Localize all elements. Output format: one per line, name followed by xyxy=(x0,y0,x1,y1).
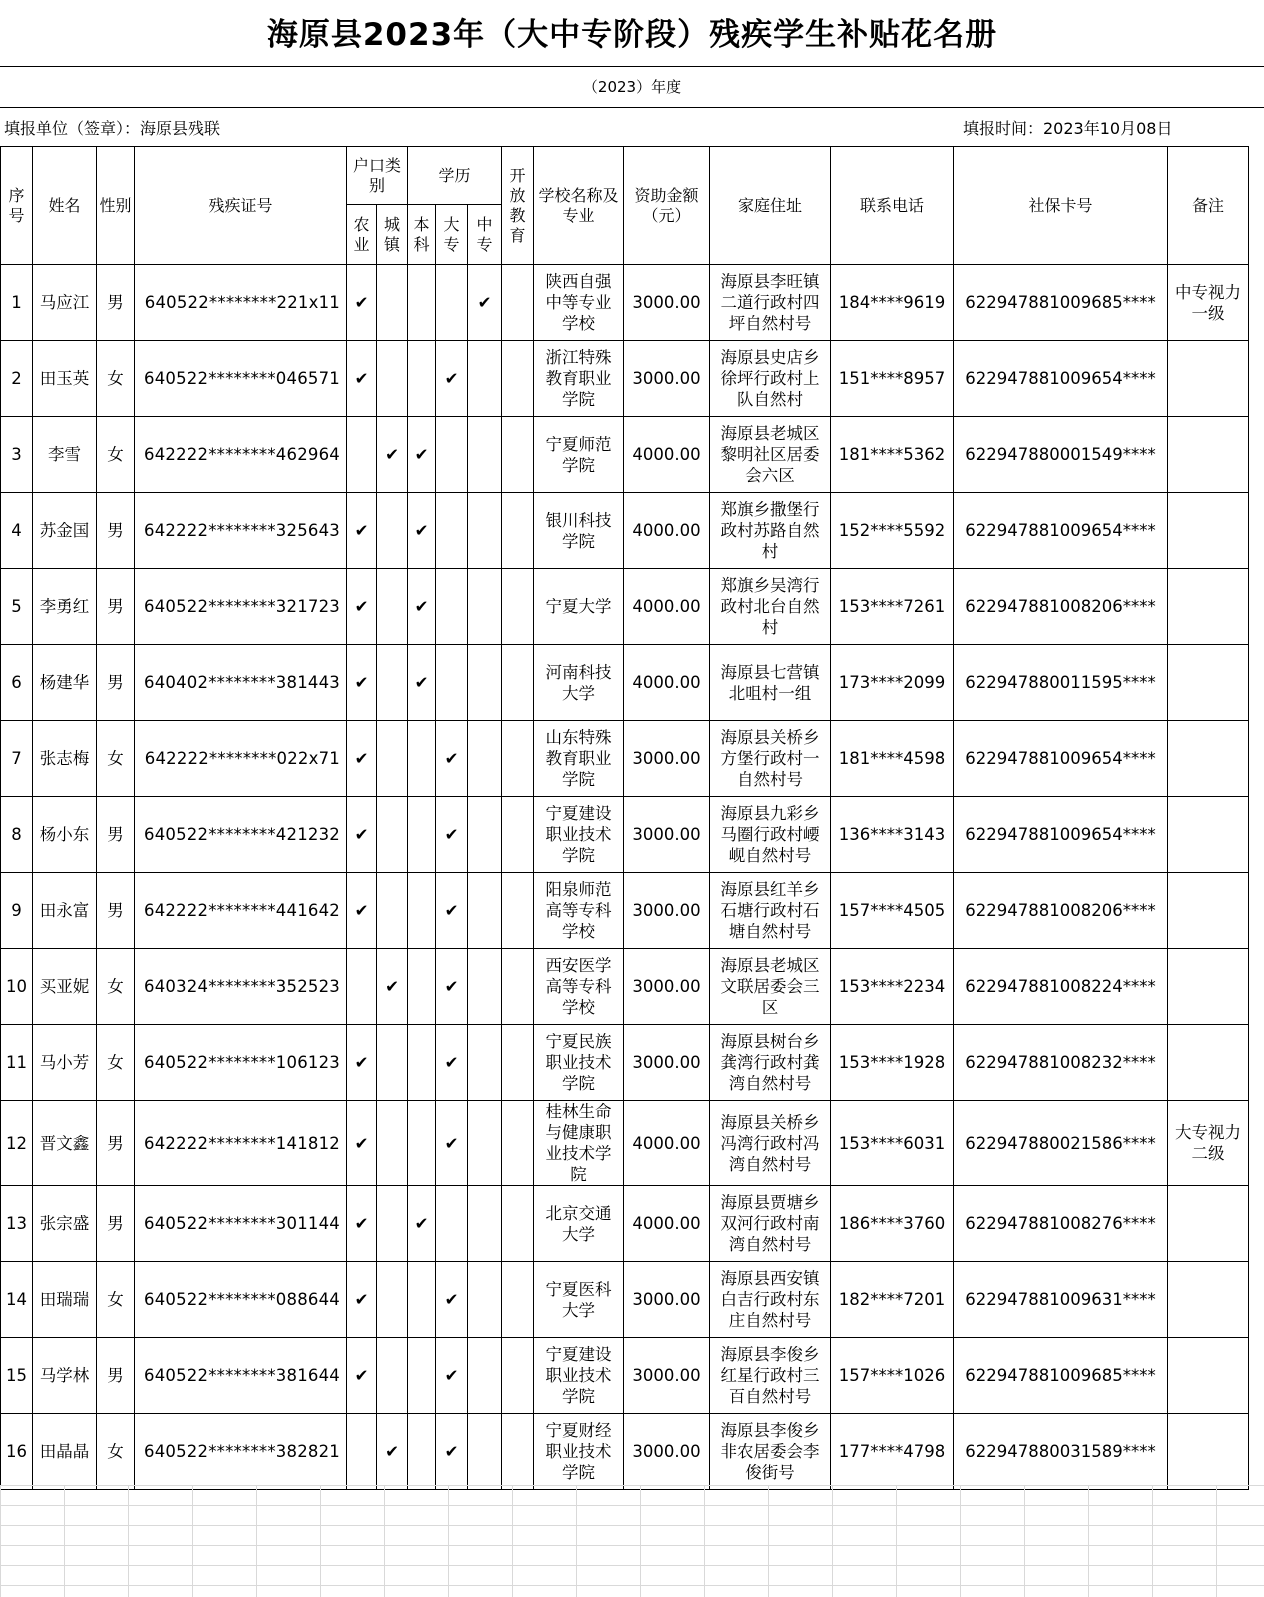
page-title: 海原县2023年（大中专阶段）残疾学生补贴花名册 xyxy=(266,17,998,53)
row-disability-id: 640522********301144 xyxy=(135,1186,347,1262)
row-amount: 3000.00 xyxy=(624,873,710,949)
row-amount: 3000.00 xyxy=(624,797,710,873)
row-school: 阳泉师范高等专科学校 xyxy=(534,873,624,949)
row-card: 622947881009654**** xyxy=(954,493,1168,569)
row-name: 杨小东 xyxy=(33,797,97,873)
row-edu-zz xyxy=(468,1101,502,1186)
row-edu-bk xyxy=(408,1414,436,1490)
row-disability-id: 642222********141812 xyxy=(135,1101,347,1186)
row-name: 李雪 xyxy=(33,417,97,493)
row-school: 宁夏大学 xyxy=(534,569,624,645)
row-name: 张志梅 xyxy=(33,721,97,797)
row-note xyxy=(1168,797,1249,873)
row-edu-dz: ✔ xyxy=(436,721,468,797)
row-name: 田瑞瑞 xyxy=(33,1262,97,1338)
row-school: 宁夏建设职业技术学院 xyxy=(534,797,624,873)
row-edu-zz xyxy=(468,873,502,949)
row-gender: 男 xyxy=(97,645,135,721)
row-gender: 男 xyxy=(97,873,135,949)
row-amount: 3000.00 xyxy=(624,1025,710,1101)
row-hukou-urban xyxy=(377,1025,408,1101)
row-hukou-urban xyxy=(377,265,408,341)
row-edu-zz xyxy=(468,949,502,1025)
row-card: 622947881009654**** xyxy=(954,721,1168,797)
row-hukou-urban xyxy=(377,721,408,797)
header-hukou-rural: 农业 xyxy=(347,205,377,265)
row-amount: 4000.00 xyxy=(624,1186,710,1262)
header-phone: 联系电话 xyxy=(831,147,954,265)
row-amount: 4000.00 xyxy=(624,493,710,569)
row-address: 海原县李旺镇二道行政村四坪自然村号 xyxy=(710,265,831,341)
header-address: 家庭住址 xyxy=(710,147,831,265)
row-school: 宁夏师范学院 xyxy=(534,417,624,493)
row-phone: 153****7261 xyxy=(831,569,954,645)
row-amount: 3000.00 xyxy=(624,1414,710,1490)
row-open-edu xyxy=(502,493,534,569)
row-school: 银川科技学院 xyxy=(534,493,624,569)
header-edu-zz: 中专 xyxy=(468,205,502,265)
header-card: 社保卡号 xyxy=(954,147,1168,265)
row-hukou-urban xyxy=(377,1101,408,1186)
header-edu: 学历 xyxy=(408,147,502,205)
row-phone: 136****3143 xyxy=(831,797,954,873)
row-card: 622947881008276**** xyxy=(954,1186,1168,1262)
row-edu-zz xyxy=(468,1262,502,1338)
row-card: 622947881008232**** xyxy=(954,1025,1168,1101)
row-phone: 182****7201 xyxy=(831,1262,954,1338)
row-edu-bk: ✔ xyxy=(408,645,436,721)
row-edu-zz xyxy=(468,797,502,873)
row-gender: 男 xyxy=(97,265,135,341)
year-label: （2023）年度 xyxy=(0,66,1264,108)
header-hukou-urban: 城镇 xyxy=(377,205,408,265)
row-open-edu xyxy=(502,265,534,341)
row-gender: 男 xyxy=(97,493,135,569)
table-row xyxy=(1,873,1249,949)
table-row xyxy=(1,341,1249,417)
row-edu-bk xyxy=(408,1338,436,1414)
row-note xyxy=(1168,1414,1249,1490)
row-card: 622947881009654**** xyxy=(954,341,1168,417)
row-disability-id: 640324********352523 xyxy=(135,949,347,1025)
row-seq: 8 xyxy=(1,797,33,873)
header-edu-bk: 本科 xyxy=(408,205,436,265)
row-seq: 13 xyxy=(1,1186,33,1262)
row-phone: 153****1928 xyxy=(831,1025,954,1101)
row-open-edu xyxy=(502,797,534,873)
row-address: 海原县红羊乡石塘行政村石塘自然村号 xyxy=(710,873,831,949)
row-edu-zz: ✔ xyxy=(468,265,502,341)
row-hukou-urban xyxy=(377,1186,408,1262)
row-edu-dz: ✔ xyxy=(436,1262,468,1338)
row-address: 海原县李俊乡非农居委会李俊街号 xyxy=(710,1414,831,1490)
row-gender: 男 xyxy=(97,1186,135,1262)
row-edu-bk: ✔ xyxy=(408,493,436,569)
header-seq: 序号 xyxy=(1,147,33,265)
row-school: 陕西自强中等专业学校 xyxy=(534,265,624,341)
row-amount: 3000.00 xyxy=(624,721,710,797)
row-open-edu xyxy=(502,417,534,493)
row-edu-bk xyxy=(408,1101,436,1186)
row-hukou-urban xyxy=(377,797,408,873)
row-name: 田玉英 xyxy=(33,341,97,417)
row-disability-id: 642222********022x71 xyxy=(135,721,347,797)
row-seq: 16 xyxy=(1,1414,33,1490)
row-amount: 4000.00 xyxy=(624,1101,710,1186)
row-disability-id: 640402********381443 xyxy=(135,645,347,721)
row-note xyxy=(1168,1338,1249,1414)
row-hukou-urban xyxy=(377,493,408,569)
row-phone: 181****4598 xyxy=(831,721,954,797)
row-hukou-urban: ✔ xyxy=(377,1414,408,1490)
row-edu-dz xyxy=(436,569,468,645)
row-gender: 女 xyxy=(97,949,135,1025)
row-hukou-rural: ✔ xyxy=(347,797,377,873)
row-seq: 6 xyxy=(1,645,33,721)
row-school: 宁夏民族职业技术学院 xyxy=(534,1025,624,1101)
row-edu-bk xyxy=(408,265,436,341)
row-hukou-urban: ✔ xyxy=(377,949,408,1025)
row-edu-bk: ✔ xyxy=(408,1186,436,1262)
row-seq: 10 xyxy=(1,949,33,1025)
row-seq: 11 xyxy=(1,1025,33,1101)
row-card: 622947881009631**** xyxy=(954,1262,1168,1338)
row-phone: 157****1026 xyxy=(831,1338,954,1414)
row-address: 海原县关桥乡方堡行政村一自然村号 xyxy=(710,721,831,797)
row-seq: 12 xyxy=(1,1101,33,1186)
row-hukou-urban: ✔ xyxy=(377,417,408,493)
row-hukou-rural: ✔ xyxy=(347,341,377,417)
row-hukou-urban xyxy=(377,341,408,417)
row-amount: 3000.00 xyxy=(624,265,710,341)
row-hukou-rural xyxy=(347,949,377,1025)
row-open-edu xyxy=(502,1025,534,1101)
row-address: 海原县七营镇北咀村一组 xyxy=(710,645,831,721)
row-hukou-rural: ✔ xyxy=(347,1338,377,1414)
row-school: 宁夏医科大学 xyxy=(534,1262,624,1338)
header-amount: 资助金额（元） xyxy=(624,147,710,265)
fill-time: 填报时间：2023年10月08日 xyxy=(963,119,1173,138)
row-address: 海原县老城区文联居委会三区 xyxy=(710,949,831,1025)
row-edu-bk xyxy=(408,1025,436,1101)
row-card: 622947880001549**** xyxy=(954,417,1168,493)
row-hukou-urban xyxy=(377,645,408,721)
row-amount: 3000.00 xyxy=(624,949,710,1025)
row-seq: 1 xyxy=(1,265,33,341)
row-phone: 152****5592 xyxy=(831,493,954,569)
row-open-edu xyxy=(502,1414,534,1490)
row-hukou-rural xyxy=(347,1414,377,1490)
row-edu-dz: ✔ xyxy=(436,341,468,417)
row-name: 杨建华 xyxy=(33,645,97,721)
row-name: 田晶晶 xyxy=(33,1414,97,1490)
row-note: 中专视力一级 xyxy=(1168,265,1249,341)
row-gender: 女 xyxy=(97,1414,135,1490)
row-seq: 7 xyxy=(1,721,33,797)
fill-unit: 填报单位（签章）：海原县残联 xyxy=(4,119,221,138)
row-edu-dz: ✔ xyxy=(436,873,468,949)
table-row xyxy=(1,493,1249,569)
row-edu-dz: ✔ xyxy=(436,1338,468,1414)
row-seq: 14 xyxy=(1,1262,33,1338)
row-school: 宁夏财经职业技术学院 xyxy=(534,1414,624,1490)
row-edu-dz: ✔ xyxy=(436,949,468,1025)
row-gender: 男 xyxy=(97,1338,135,1414)
row-gender: 女 xyxy=(97,1262,135,1338)
row-note xyxy=(1168,417,1249,493)
table-row xyxy=(1,1414,1249,1490)
table-row xyxy=(1,797,1249,873)
row-edu-zz xyxy=(468,493,502,569)
header-open-edu: 开放教育 xyxy=(502,147,534,265)
row-card: 622947880021586**** xyxy=(954,1101,1168,1186)
row-card: 622947881008206**** xyxy=(954,873,1168,949)
row-card: 622947881008206**** xyxy=(954,569,1168,645)
row-name: 苏金国 xyxy=(33,493,97,569)
header-gender: 性别 xyxy=(97,147,135,265)
row-hukou-rural: ✔ xyxy=(347,265,377,341)
row-seq: 2 xyxy=(1,341,33,417)
row-gender: 男 xyxy=(97,1101,135,1186)
row-name: 马应江 xyxy=(33,265,97,341)
row-school: 宁夏建设职业技术学院 xyxy=(534,1338,624,1414)
row-gender: 男 xyxy=(97,797,135,873)
row-open-edu xyxy=(502,721,534,797)
row-edu-zz xyxy=(468,341,502,417)
row-name: 马学林 xyxy=(33,1338,97,1414)
row-gender: 女 xyxy=(97,417,135,493)
row-edu-dz: ✔ xyxy=(436,1025,468,1101)
row-hukou-urban xyxy=(377,569,408,645)
row-disability-id: 640522********381644 xyxy=(135,1338,347,1414)
row-edu-bk: ✔ xyxy=(408,417,436,493)
row-open-edu xyxy=(502,1338,534,1414)
row-disability-id: 640522********106123 xyxy=(135,1025,347,1101)
row-card: 622947881008224**** xyxy=(954,949,1168,1025)
row-edu-bk xyxy=(408,873,436,949)
row-address: 海原县关桥乡冯湾行政村冯湾自然村号 xyxy=(710,1101,831,1186)
row-address: 海原县史店乡徐坪行政村上队自然村 xyxy=(710,341,831,417)
row-edu-zz xyxy=(468,569,502,645)
row-address: 海原县贾塘乡双河行政村南湾自然村号 xyxy=(710,1186,831,1262)
row-seq: 4 xyxy=(1,493,33,569)
row-edu-zz xyxy=(468,1414,502,1490)
row-phone: 186****3760 xyxy=(831,1186,954,1262)
table-row xyxy=(1,417,1249,493)
row-amount: 3000.00 xyxy=(624,1338,710,1414)
row-amount: 4000.00 xyxy=(624,569,710,645)
row-hukou-urban xyxy=(377,873,408,949)
row-amount: 3000.00 xyxy=(624,1262,710,1338)
row-gender: 女 xyxy=(97,721,135,797)
row-name: 田永富 xyxy=(33,873,97,949)
row-edu-bk xyxy=(408,1262,436,1338)
row-disability-id: 642222********325643 xyxy=(135,493,347,569)
row-open-edu xyxy=(502,341,534,417)
header-name: 姓名 xyxy=(33,147,97,265)
row-hukou-urban xyxy=(377,1262,408,1338)
row-phone: 153****6031 xyxy=(831,1101,954,1186)
row-hukou-rural: ✔ xyxy=(347,569,377,645)
row-edu-zz xyxy=(468,1338,502,1414)
row-disability-id: 640522********382821 xyxy=(135,1414,347,1490)
row-note xyxy=(1168,493,1249,569)
row-edu-dz: ✔ xyxy=(436,797,468,873)
header-school: 学校名称及专业 xyxy=(534,147,624,265)
row-address: 海原县树台乡龚湾行政村龚湾自然村号 xyxy=(710,1025,831,1101)
header-id: 残疾证号 xyxy=(135,147,347,265)
header-hukou: 户口类别 xyxy=(347,147,408,205)
row-school: 浙江特殊教育职业学院 xyxy=(534,341,624,417)
row-seq: 9 xyxy=(1,873,33,949)
row-edu-dz xyxy=(436,493,468,569)
row-note xyxy=(1168,1186,1249,1262)
row-school: 北京交通大学 xyxy=(534,1186,624,1262)
row-edu-zz xyxy=(468,645,502,721)
row-gender: 男 xyxy=(97,569,135,645)
table-row xyxy=(1,1186,1249,1262)
row-note xyxy=(1168,873,1249,949)
row-note xyxy=(1168,721,1249,797)
row-note xyxy=(1168,645,1249,721)
row-note: 大专视力二级 xyxy=(1168,1101,1249,1186)
row-open-edu xyxy=(502,645,534,721)
row-edu-dz: ✔ xyxy=(436,1101,468,1186)
row-edu-bk: ✔ xyxy=(408,569,436,645)
row-amount: 3000.00 xyxy=(624,341,710,417)
row-disability-id: 640522********046571 xyxy=(135,341,347,417)
row-phone: 151****8957 xyxy=(831,341,954,417)
row-amount: 4000.00 xyxy=(624,645,710,721)
row-card: 622947880011595**** xyxy=(954,645,1168,721)
table-row xyxy=(1,1338,1249,1414)
row-seq: 3 xyxy=(1,417,33,493)
row-edu-dz xyxy=(436,1186,468,1262)
row-edu-dz xyxy=(436,265,468,341)
row-hukou-rural: ✔ xyxy=(347,1186,377,1262)
row-hukou-rural: ✔ xyxy=(347,645,377,721)
row-hukou-rural: ✔ xyxy=(347,1262,377,1338)
table-row xyxy=(1,1101,1249,1186)
row-note xyxy=(1168,341,1249,417)
row-edu-bk xyxy=(408,797,436,873)
row-phone: 181****5362 xyxy=(831,417,954,493)
table-row xyxy=(1,645,1249,721)
row-seq: 15 xyxy=(1,1338,33,1414)
row-school: 山东特殊教育职业学院 xyxy=(534,721,624,797)
table-row xyxy=(1,1262,1249,1338)
row-address: 郑旗乡撒堡行政村苏路自然村 xyxy=(710,493,831,569)
row-name: 买亚妮 xyxy=(33,949,97,1025)
row-edu-zz xyxy=(468,1186,502,1262)
row-open-edu xyxy=(502,1186,534,1262)
header-note: 备注 xyxy=(1168,147,1249,265)
row-address: 郑旗乡吴湾行政村北台自然村 xyxy=(710,569,831,645)
row-name: 马小芳 xyxy=(33,1025,97,1101)
row-disability-id: 642222********441642 xyxy=(135,873,347,949)
row-edu-dz xyxy=(436,645,468,721)
table-row xyxy=(1,949,1249,1025)
row-phone: 153****2234 xyxy=(831,949,954,1025)
row-edu-bk xyxy=(408,949,436,1025)
row-card: 622947881009654**** xyxy=(954,797,1168,873)
row-note xyxy=(1168,1262,1249,1338)
row-name: 李勇红 xyxy=(33,569,97,645)
row-hukou-rural xyxy=(347,417,377,493)
row-disability-id: 642222********462964 xyxy=(135,417,347,493)
row-open-edu xyxy=(502,873,534,949)
row-edu-bk xyxy=(408,721,436,797)
row-hukou-rural: ✔ xyxy=(347,493,377,569)
row-open-edu xyxy=(502,949,534,1025)
row-open-edu xyxy=(502,1262,534,1338)
row-hukou-rural: ✔ xyxy=(347,873,377,949)
row-phone: 173****2099 xyxy=(831,645,954,721)
row-disability-id: 640522********421232 xyxy=(135,797,347,873)
row-gender: 女 xyxy=(97,1025,135,1101)
row-note xyxy=(1168,569,1249,645)
row-address: 海原县九彩乡马圈行政村崾岘自然村号 xyxy=(710,797,831,873)
row-edu-zz xyxy=(468,417,502,493)
row-hukou-rural: ✔ xyxy=(347,1025,377,1101)
row-name: 晋文鑫 xyxy=(33,1101,97,1186)
row-address: 海原县李俊乡红星行政村三百自然村号 xyxy=(710,1338,831,1414)
row-seq: 5 xyxy=(1,569,33,645)
row-edu-dz xyxy=(436,417,468,493)
row-school: 西安医学高等专科学校 xyxy=(534,949,624,1025)
row-disability-id: 640522********088644 xyxy=(135,1262,347,1338)
row-phone: 177****4798 xyxy=(831,1414,954,1490)
row-open-edu xyxy=(502,1101,534,1186)
roster-table xyxy=(0,146,1249,1490)
row-edu-bk xyxy=(408,341,436,417)
row-disability-id: 640522********321723 xyxy=(135,569,347,645)
row-disability-id: 640522********221x11 xyxy=(135,265,347,341)
row-card: 622947881009685**** xyxy=(954,1338,1168,1414)
header-edu-dz: 大专 xyxy=(436,205,468,265)
row-address: 海原县西安镇白吉行政村东庄自然村号 xyxy=(710,1262,831,1338)
row-address: 海原县老城区黎明社区居委会六区 xyxy=(710,417,831,493)
row-card: 622947880031589**** xyxy=(954,1414,1168,1490)
row-edu-dz: ✔ xyxy=(436,1414,468,1490)
table-row xyxy=(1,721,1249,797)
row-phone: 157****4505 xyxy=(831,873,954,949)
sheet-grid xyxy=(0,1485,1264,1597)
row-gender: 女 xyxy=(97,341,135,417)
row-hukou-urban xyxy=(377,1338,408,1414)
row-edu-zz xyxy=(468,1025,502,1101)
row-school: 河南科技大学 xyxy=(534,645,624,721)
table-row xyxy=(1,569,1249,645)
row-note xyxy=(1168,949,1249,1025)
row-school: 桂林生命与健康职业技术学院 xyxy=(534,1101,624,1186)
row-note xyxy=(1168,1025,1249,1101)
table-row xyxy=(1,265,1249,341)
table-row xyxy=(1,1025,1249,1101)
row-open-edu xyxy=(502,569,534,645)
row-edu-zz xyxy=(468,721,502,797)
row-card: 622947881009685**** xyxy=(954,265,1168,341)
row-phone: 184****9619 xyxy=(831,265,954,341)
row-hukou-rural: ✔ xyxy=(347,1101,377,1186)
row-hukou-rural: ✔ xyxy=(347,721,377,797)
row-name: 张宗盛 xyxy=(33,1186,97,1262)
row-amount: 4000.00 xyxy=(624,417,710,493)
